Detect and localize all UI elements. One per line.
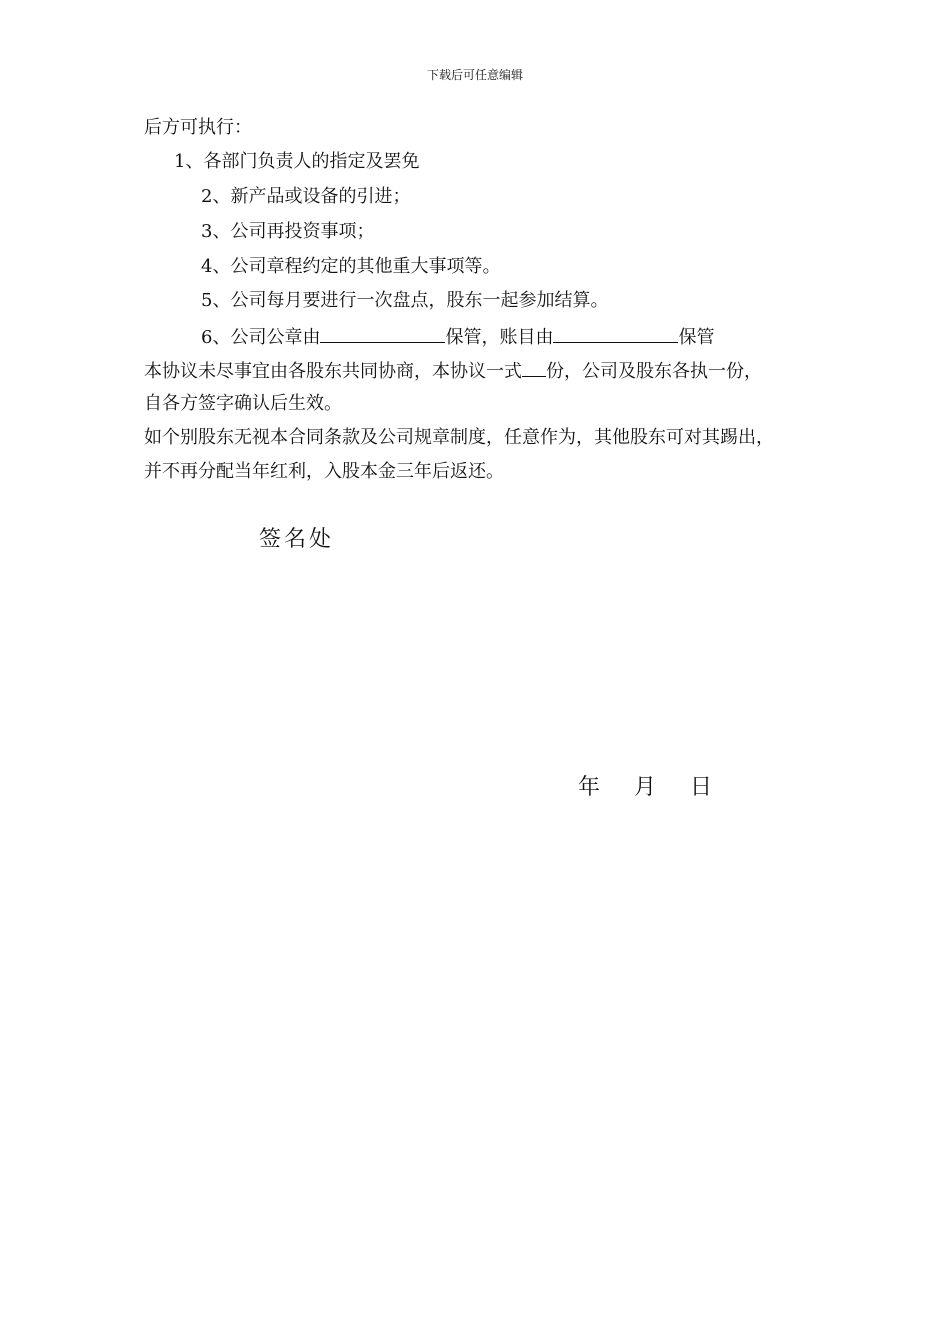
penalty-paragraph-line2: 并不再分配当年红利，入股本金三年后返还。 (144, 461, 504, 482)
item6-text-b: 保管，账目由 (445, 327, 554, 348)
penalty-paragraph-line1: 如个别股东无视本合同条款及公司规章制度，任意作为，其他股东可对其踢出， (144, 427, 774, 448)
list-item-1: 1、各部门负责人的指定及罢免 (174, 151, 420, 172)
date-day: 日 (690, 775, 713, 800)
intro-line: 后方可执行： (144, 117, 252, 138)
date-month: 月 (634, 775, 657, 800)
signature-label: 签名处 (259, 527, 335, 552)
copies-count-blank[interactable] (522, 358, 546, 377)
item6-text-c: 保管 (678, 327, 715, 348)
list-item-4: 4、公司章程约定的其他重大事项等。 (201, 256, 501, 277)
agreement-paragraph-line1 (144, 358, 762, 384)
date-year: 年 (578, 775, 601, 800)
para1-text-b: 份，公司及股东各执一份， (546, 361, 762, 382)
item6-text-a: 6、公司公章由 (201, 327, 321, 348)
agreement-paragraph-line2: 自各方签字确认后生效。 (144, 393, 342, 414)
list-item-6 (201, 324, 714, 350)
list-item-2: 2、新产品或设备的引进； (201, 186, 411, 207)
list-item-5: 5、公司每月要进行一次盘点，股东一起参加结算。 (201, 290, 609, 311)
list-item-3: 3、公司再投资事项； (201, 221, 375, 242)
para1-text-a: 本协议未尽事宜由各股东共同协商，本协议一式 (144, 361, 522, 382)
date-line (578, 774, 712, 802)
accounts-keeper-blank[interactable] (553, 324, 678, 343)
seal-keeper-blank[interactable] (320, 324, 445, 343)
page-header: 下载后可任意编辑 (426, 68, 523, 82)
